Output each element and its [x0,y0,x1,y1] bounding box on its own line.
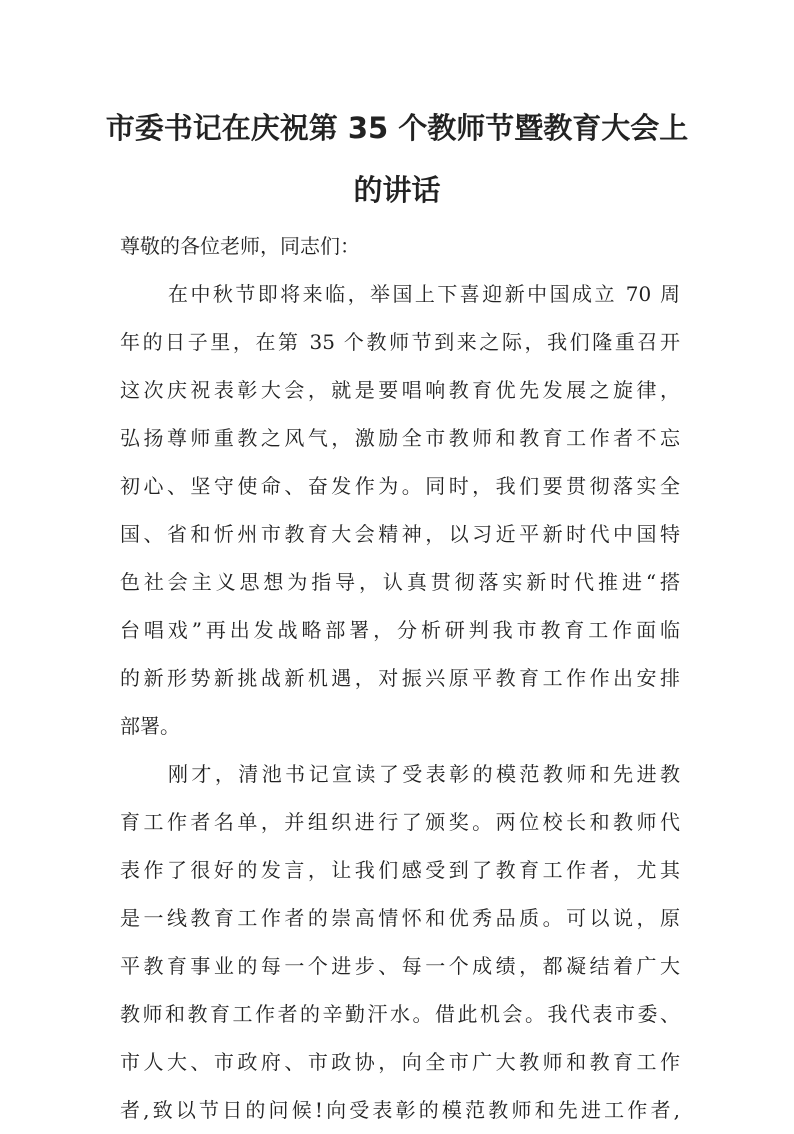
paragraph-line: 教师和教育工作者的辛勤汗水。借此机会。我代表市委、 [120,1002,680,1026]
paragraph-line: 表作了很好的发言，让我们感受到了教育工作者，尤其 [120,858,680,882]
paragraph-line: 平教育事业的每一个进步、每一个成绩，都凝结着广大 [120,954,680,978]
paragraph-line: 刚才，清池书记宣读了受表彰的模范教师和先进教 [168,762,680,786]
paragraph-line: 国、省和忻州市教育大会精神，以习近平新时代中国特 [120,522,680,546]
document-title-line-2: 的讲话 [353,173,441,207]
paragraph-line: 台唱戏”再出发战略部署，分析研判我市教育工作面临 [120,618,680,642]
paragraph-line: 弘扬尊师重教之风气，激励全市教师和教育工作者不忘 [120,426,680,450]
paragraph-line: 育工作者名单，并组织进行了颁奖。两位校长和教师代 [120,810,680,834]
paragraph-line: 者,致以节日的问候!向受表彰的模范教师和先进工作者, [120,1098,680,1122]
paragraph-2 [120,750,680,1134]
salutation: 尊敬的各位老师，同志们： [120,234,360,258]
paragraph-line: 年的日子里，在第 35 个教师节到来之际，我们隆重召开 [120,330,680,354]
paragraph-line: 市人大、市政府、市政协，向全市广大教师和教育工作 [120,1050,680,1074]
paragraph-line: 初心、坚守使命、奋发作为。同时，我们要贯彻落实全 [120,474,680,498]
paragraph-line: 的新形势新挑战新机遇，对振兴原平教育工作作出安排 [120,666,680,690]
document-title-line-1: 市委书记在庆祝第 35 个教师节暨教育大会上 [105,111,689,145]
paragraph-line: 色社会主义思想为指导，认真贯彻落实新时代推进“搭 [120,570,680,594]
paragraph-line: 这次庆祝表彰大会，就是要唱响教育优先发展之旋律， [120,378,680,402]
document-body [120,222,680,1134]
paragraph-1 [120,270,680,750]
paragraph-line: 是一线教育工作者的崇高情怀和优秀品质。可以说，原 [120,906,680,930]
paragraph-line: 部署。 [120,714,180,738]
paragraph-line: 在中秋节即将来临，举国上下喜迎新中国成立 70 周 [168,282,680,306]
